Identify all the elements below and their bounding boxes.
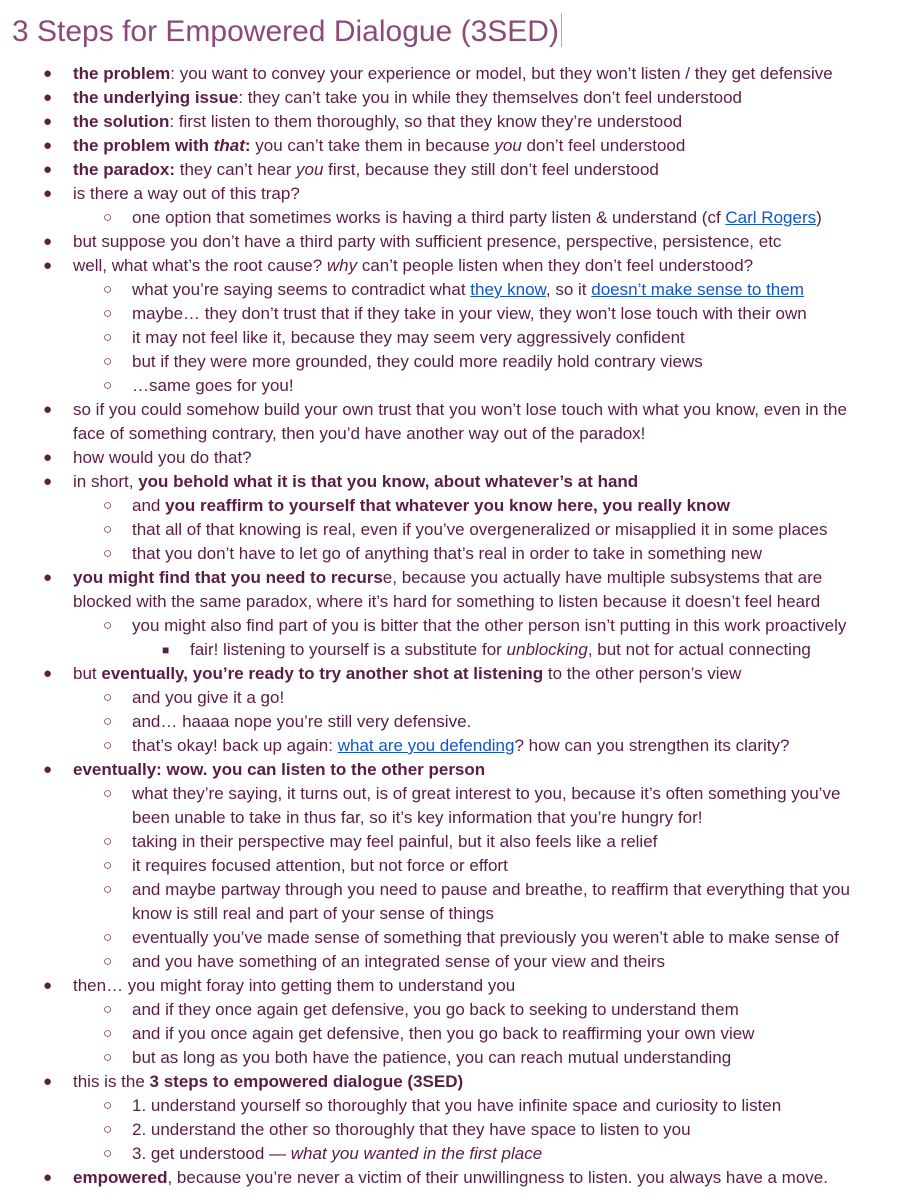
circle-bullet-icon: ○: [103, 881, 113, 898]
list-item: ● but suppose you don’t have a third party with sufficient presence, perspective, persistence, etc: [0, 230, 913, 254]
circle-bullet-icon: ○: [103, 497, 113, 514]
circle-bullet-icon: ○: [103, 1097, 113, 1114]
list-item: ● how would you do that?: [0, 446, 913, 470]
disc-bullet-icon: ●: [43, 1073, 53, 1090]
circle-bullet-icon: ○: [103, 1001, 113, 1018]
circle-bullet-icon: ○: [103, 353, 113, 370]
list-item: ○ and you give it a go!: [0, 686, 913, 710]
circle-bullet-icon: ○: [103, 929, 113, 946]
list-item: ○ it may not feel like it, because they may seem very aggressively confident: [0, 326, 913, 350]
list-item: ● the paradox: they can’t hear you first, because they still don’t feel understood: [0, 158, 913, 182]
list-item: ○ and if you once again get defensive, then you go back to reaffirming your own view: [0, 1022, 913, 1046]
list-item: ● but eventually, you’re ready to try another shot at listening to the other person’s view: [0, 662, 913, 686]
circle-bullet-icon: ○: [103, 953, 113, 970]
circle-bullet-icon: ○: [103, 785, 113, 802]
circle-bullet-icon: ○: [103, 521, 113, 538]
disc-bullet-icon: ●: [43, 761, 53, 778]
list-item: ● the problem with that: you can’t take them in because you don’t feel understood: [0, 134, 913, 158]
list-item: ○ it requires focused attention, but not force or effort: [0, 854, 913, 878]
circle-bullet-icon: ○: [103, 329, 113, 346]
list-item: ● the problem: you want to convey your experience or model, but they won’t listen / they get defensive: [0, 62, 913, 86]
circle-bullet-icon: ○: [103, 857, 113, 874]
circle-bullet-icon: ○: [103, 1025, 113, 1042]
circle-bullet-icon: ○: [103, 689, 113, 706]
list-item: ■ fair! listening to yourself is a substitute for unblocking, but not for actual connecting: [0, 638, 913, 662]
list-item: ● well, what what’s the root cause? why can’t people listen when they don’t feel understood?: [0, 254, 913, 278]
list-item: ○ 2. understand the other so thoroughly that they have space to listen to you: [0, 1118, 913, 1142]
list-item: ○ taking in their perspective may feel painful, but it also feels like a relief: [0, 830, 913, 854]
list-item: ○ eventually you’ve made sense of something that previously you weren’t able to make sense of: [0, 926, 913, 950]
title-text: 3 Steps for Empowered Dialogue (3SED): [12, 15, 559, 48]
list-item: ○ that you don’t have to let go of anything that’s real in order to take in something new: [0, 542, 913, 566]
disc-bullet-icon: ●: [43, 137, 53, 154]
disc-bullet-icon: ●: [43, 161, 53, 178]
list-item: ● so if you could somehow build your own trust that you won’t lose touch with what you know, even in the: [0, 398, 913, 422]
list-item: ○ maybe… they don’t trust that if they take in your view, they won’t lose touch with their own: [0, 302, 913, 326]
list-item: ○ 1. understand yourself so thoroughly that you have infinite space and curiosity to listen: [0, 1094, 913, 1118]
list-item: ● the solution: first listen to them thoroughly, so that they know they’re understood: [0, 110, 913, 134]
disc-bullet-icon: ●: [43, 113, 53, 130]
circle-bullet-icon: ○: [103, 1049, 113, 1066]
disc-bullet-icon: ●: [43, 1169, 53, 1186]
square-bullet-icon: ■: [162, 643, 170, 657]
carl-rogers-link[interactable]: Carl Rogers: [725, 208, 817, 227]
list-item: ● then… you might foray into getting them to understand you: [0, 974, 913, 998]
list-item-continuation: blocked with the same paradox, where it’s hard for something to listen because it doesn’t feel heard: [73, 592, 821, 611]
list-item: ● in short, you behold what it is that you know, about whatever’s at hand: [0, 470, 913, 494]
list-item: ○ and you have something of an integrated sense of your view and theirs: [0, 950, 913, 974]
list-item: ○ and you reaffirm to yourself that whatever you know here, you really know: [0, 494, 913, 518]
circle-bullet-icon: ○: [103, 281, 113, 298]
disc-bullet-icon: ●: [43, 977, 53, 994]
list-item: ○ one option that sometimes works is having a third party listen & understand (cf Carl Rogers): [0, 206, 913, 230]
list-item: ○ but as long as you both have the patience, you can reach mutual understanding: [0, 1046, 913, 1070]
circle-bullet-icon: ○: [103, 833, 113, 850]
list-item-continuation: know is still real and part of your sense of things: [132, 904, 494, 923]
disc-bullet-icon: ●: [43, 449, 53, 466]
disc-bullet-icon: ●: [43, 89, 53, 106]
list-item: ● eventually: wow. you can listen to the other person: [0, 758, 913, 782]
list-item: ● empowered, because you’re never a victim of their unwillingness to listen. you always have a move.: [0, 1166, 913, 1190]
list-item: ○ …same goes for you!: [0, 374, 913, 398]
disc-bullet-icon: ●: [43, 401, 53, 418]
list-item: ○ you might also find part of you is bitter that the other person isn’t putting in this work proactively: [0, 614, 913, 638]
list-item-continuation: face of something contrary, then you’d have another way out of the paradox!: [73, 424, 646, 443]
text-cursor: [561, 13, 562, 47]
circle-bullet-icon: ○: [103, 305, 113, 322]
doesnt-make-sense-link[interactable]: doesn’t make sense to them: [591, 280, 804, 299]
disc-bullet-icon: ●: [43, 233, 53, 250]
list-item-continuation: been unable to take in thus far, so it’s key information that you’re hungry for!: [132, 808, 703, 827]
list-item: ○ but if they were more grounded, they could more readily hold contrary views: [0, 350, 913, 374]
document-title: [12, 12, 562, 52]
outline-list: [0, 62, 913, 1190]
list-item: ○ what you’re saying seems to contradict what they know, so it doesn’t make sense to them: [0, 278, 913, 302]
circle-bullet-icon: ○: [103, 545, 113, 562]
list-item: ○ what they’re saying, it turns out, is of great interest to you, because it’s often something you’ve: [0, 782, 913, 806]
list-item: ● the underlying issue: they can’t take you in while they themselves don’t feel understood: [0, 86, 913, 110]
list-item: ● is there a way out of this trap?: [0, 182, 913, 206]
list-item: ○ and… haaaa nope you’re still very defensive.: [0, 710, 913, 734]
list-item: ○ 3. get understood — what you wanted in the first place: [0, 1142, 913, 1166]
list-item: ● you might find that you need to recurse, because you actually have multiple subsystems that are: [0, 566, 913, 590]
they-know-link[interactable]: they know: [470, 280, 546, 299]
list-item: ○ and maybe partway through you need to pause and breathe, to reaffirm that everything that you: [0, 878, 913, 902]
list-item: ○ and if they once again get defensive, you go back to seeking to understand them: [0, 998, 913, 1022]
disc-bullet-icon: ●: [43, 665, 53, 682]
circle-bullet-icon: ○: [103, 1121, 113, 1138]
list-item: ● this is the 3 steps to empowered dialogue (3SED): [0, 1070, 913, 1094]
circle-bullet-icon: ○: [103, 1145, 113, 1162]
disc-bullet-icon: ●: [43, 65, 53, 82]
disc-bullet-icon: ●: [43, 473, 53, 490]
circle-bullet-icon: ○: [103, 713, 113, 730]
circle-bullet-icon: ○: [103, 209, 113, 226]
what-are-you-defending-link[interactable]: what are you defending: [337, 736, 515, 755]
circle-bullet-icon: ○: [103, 617, 113, 634]
list-item: ○ that’s okay! back up again: what are you defending? how can you strengthen its clarity?: [0, 734, 913, 758]
disc-bullet-icon: ●: [43, 569, 53, 586]
list-item: ○ that all of that knowing is real, even if you’ve overgeneralized or misapplied it in some places: [0, 518, 913, 542]
disc-bullet-icon: ●: [43, 257, 53, 274]
disc-bullet-icon: ●: [43, 185, 53, 202]
circle-bullet-icon: ○: [103, 377, 113, 394]
circle-bullet-icon: ○: [103, 737, 113, 754]
